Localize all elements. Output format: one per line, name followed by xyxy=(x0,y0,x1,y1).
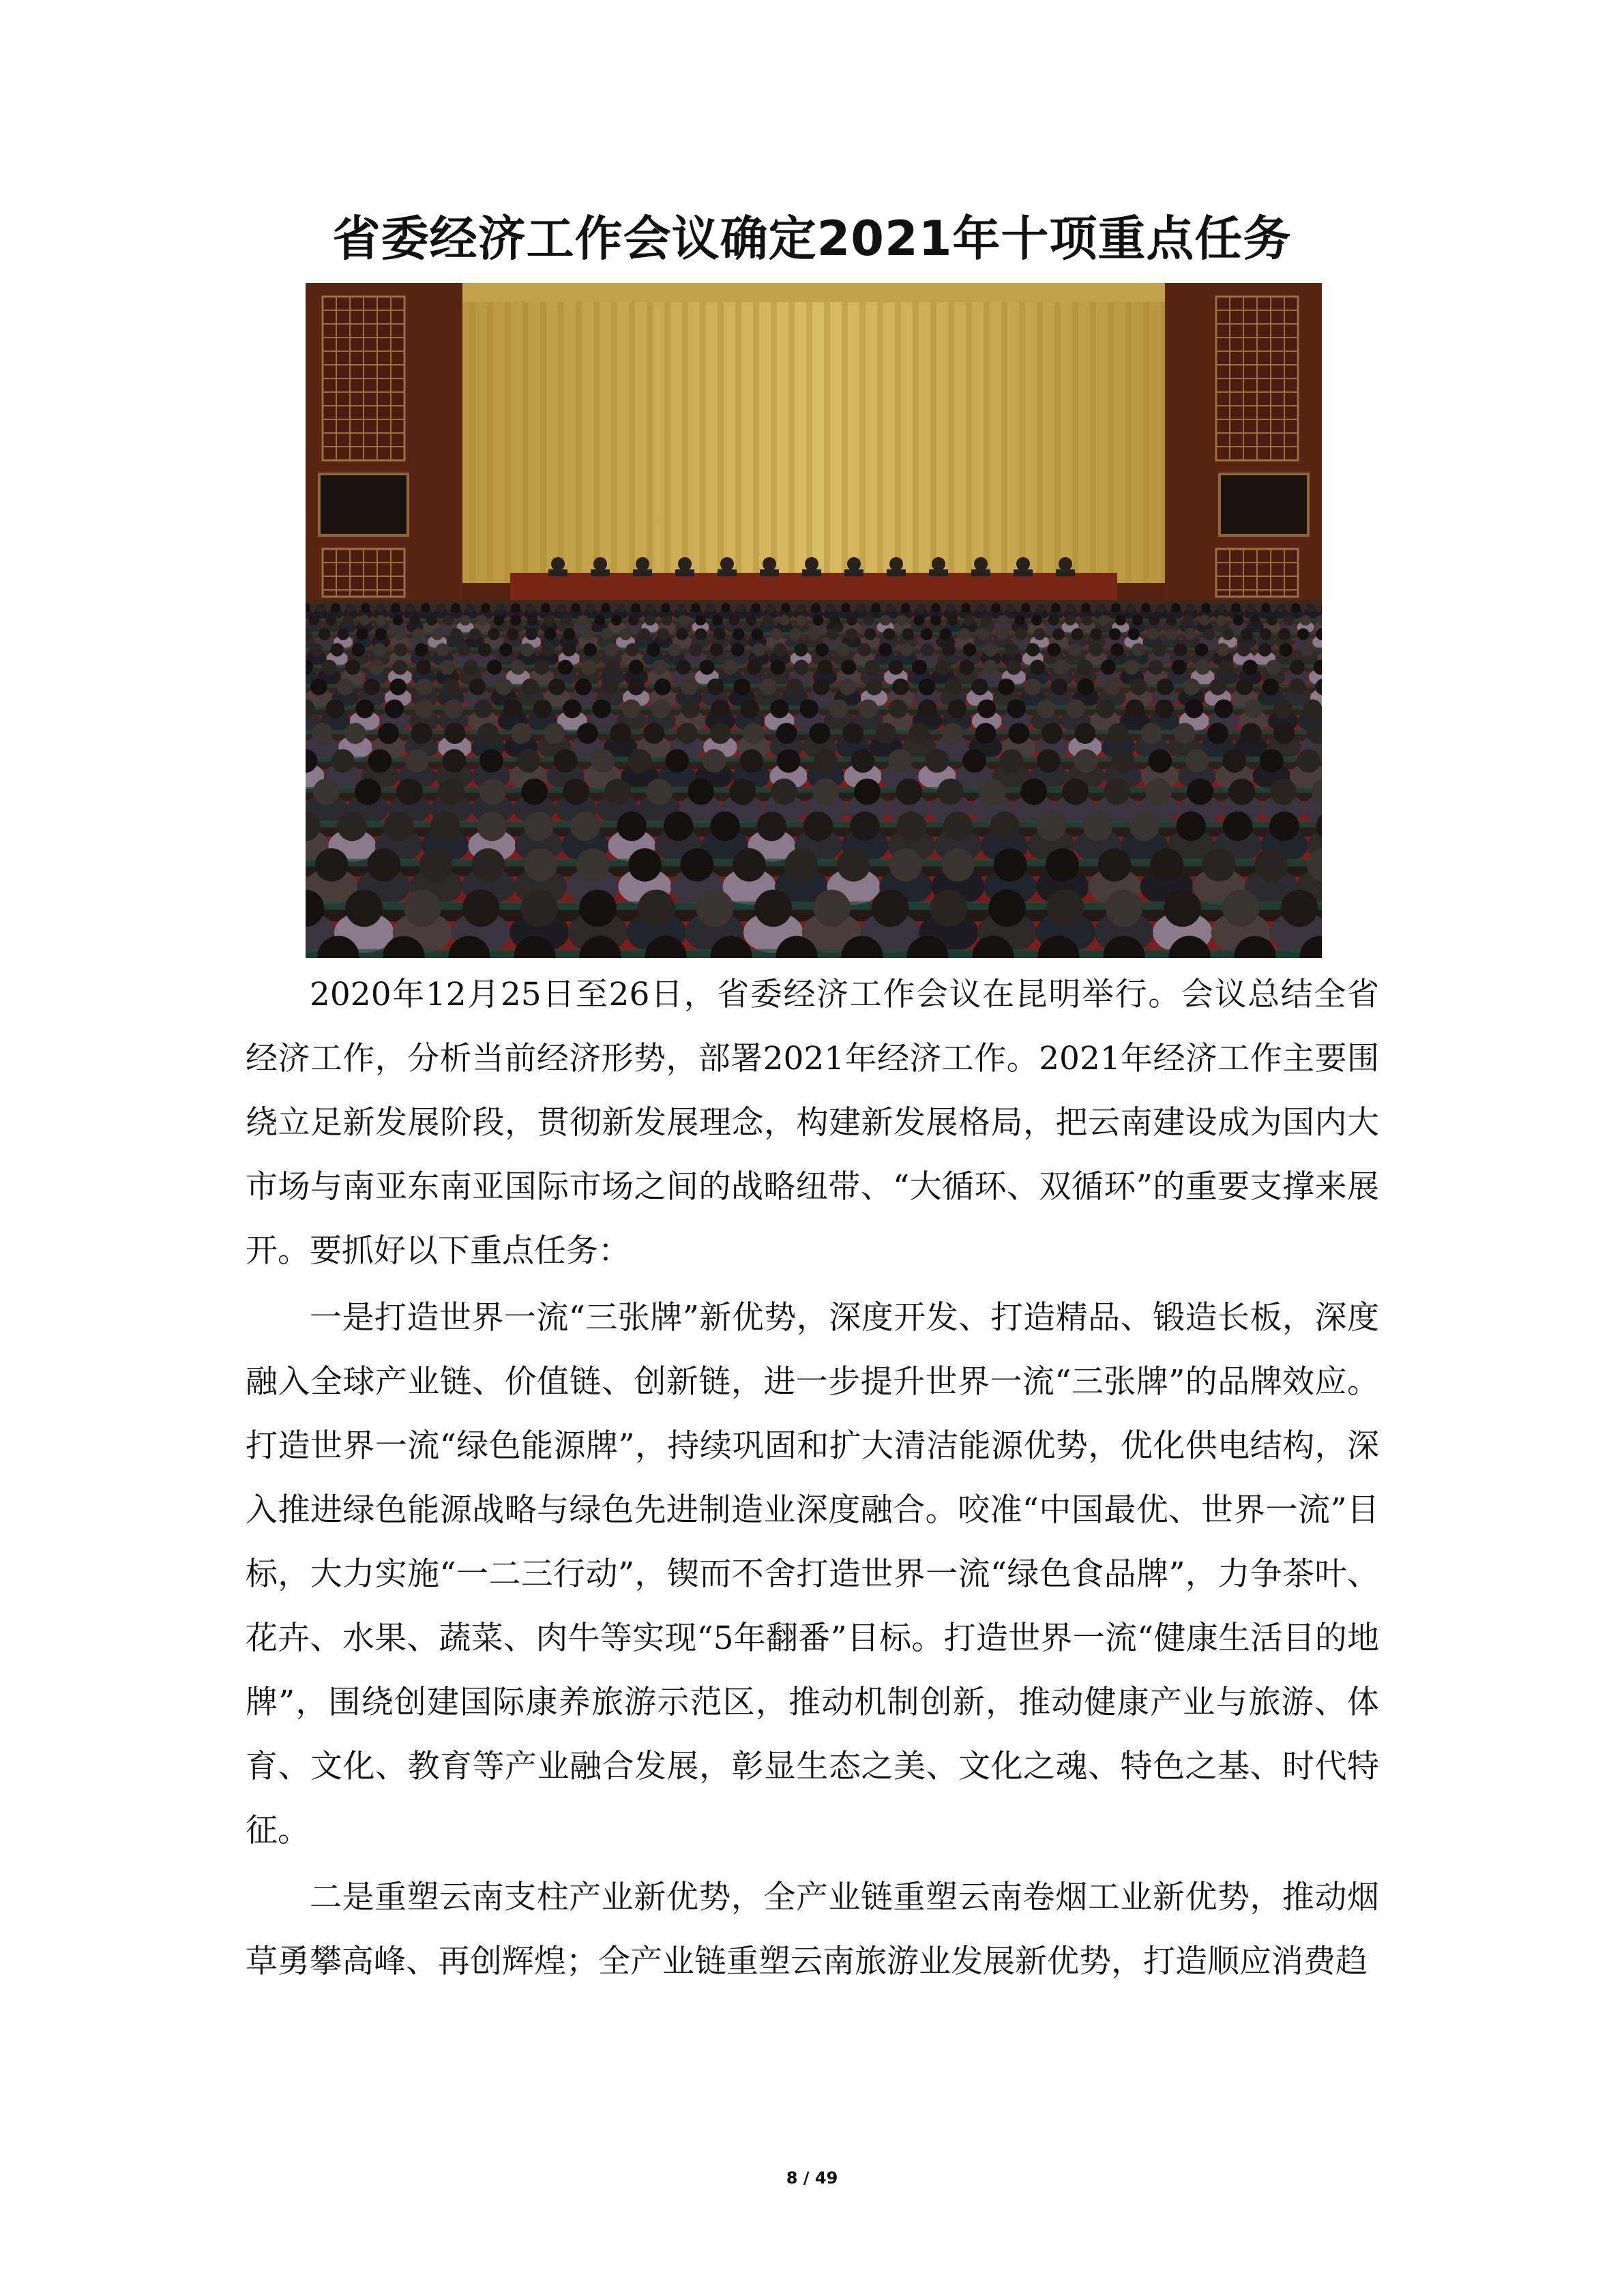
page-indicator: 8 / 49 xyxy=(786,2168,838,2188)
article-body xyxy=(246,963,1379,1994)
paragraph-task-two: 二是重塑云南支柱产业新优势，全产业链重塑云南卷烟工业新优势，推动烟草勇攀高峰、再创辉煌；全产业链重塑云南旅游业发展新优势，打造顺应消费趋 xyxy=(246,1879,1379,1980)
paragraph-task-one: 一是打造世界一流“三张牌”新优势，深度开发、打造精品、锻造长板，深度融入全球产业链、价值链、创新链，进一步提升世界一流“三张牌”的品牌效应。打造世界一流“绿色能源牌”，持续巩固和扩大清洁能源优势，优化供电结构，深入推进绿色能源战略与绿色先进制造业深度融合。咬准“中国最优、世界一流”目标，大力实施“一二三行动”，锲而不舍打造世界一流“绿色食品牌”，力争茶叶、花卉、水果、蔬菜、肉牛等实现“5年翻番”目标。打造世界一流“健康生活目的地牌”，围绕创建国际康养旅游示范区，推动机制创新，推动健康产业与旅游、体育、文化、教育等产业融合发展，彰显生态之美、文化之魂、特色之基、时代特征。 xyxy=(246,1299,1379,1849)
paragraph-intro: 2020年12月25日至26日，省委经济工作会议在昆明举行。会议总结全省经济工作，分析当前经济形势，部署2021年经济工作。2021年经济工作主要围绕立足新发展阶段，贯彻新发展理念，构建新发展格局，把云南建设成为国内大市场与南亚东南亚国际市场之间的战略纽带、“大循环、双循环”的重要支撑来展开。要抓好以下重点任务： xyxy=(246,976,1379,1270)
document-title: 省委经济工作会议确定2021年十项重点任务 xyxy=(332,211,1292,267)
conference-photo xyxy=(306,283,1322,958)
